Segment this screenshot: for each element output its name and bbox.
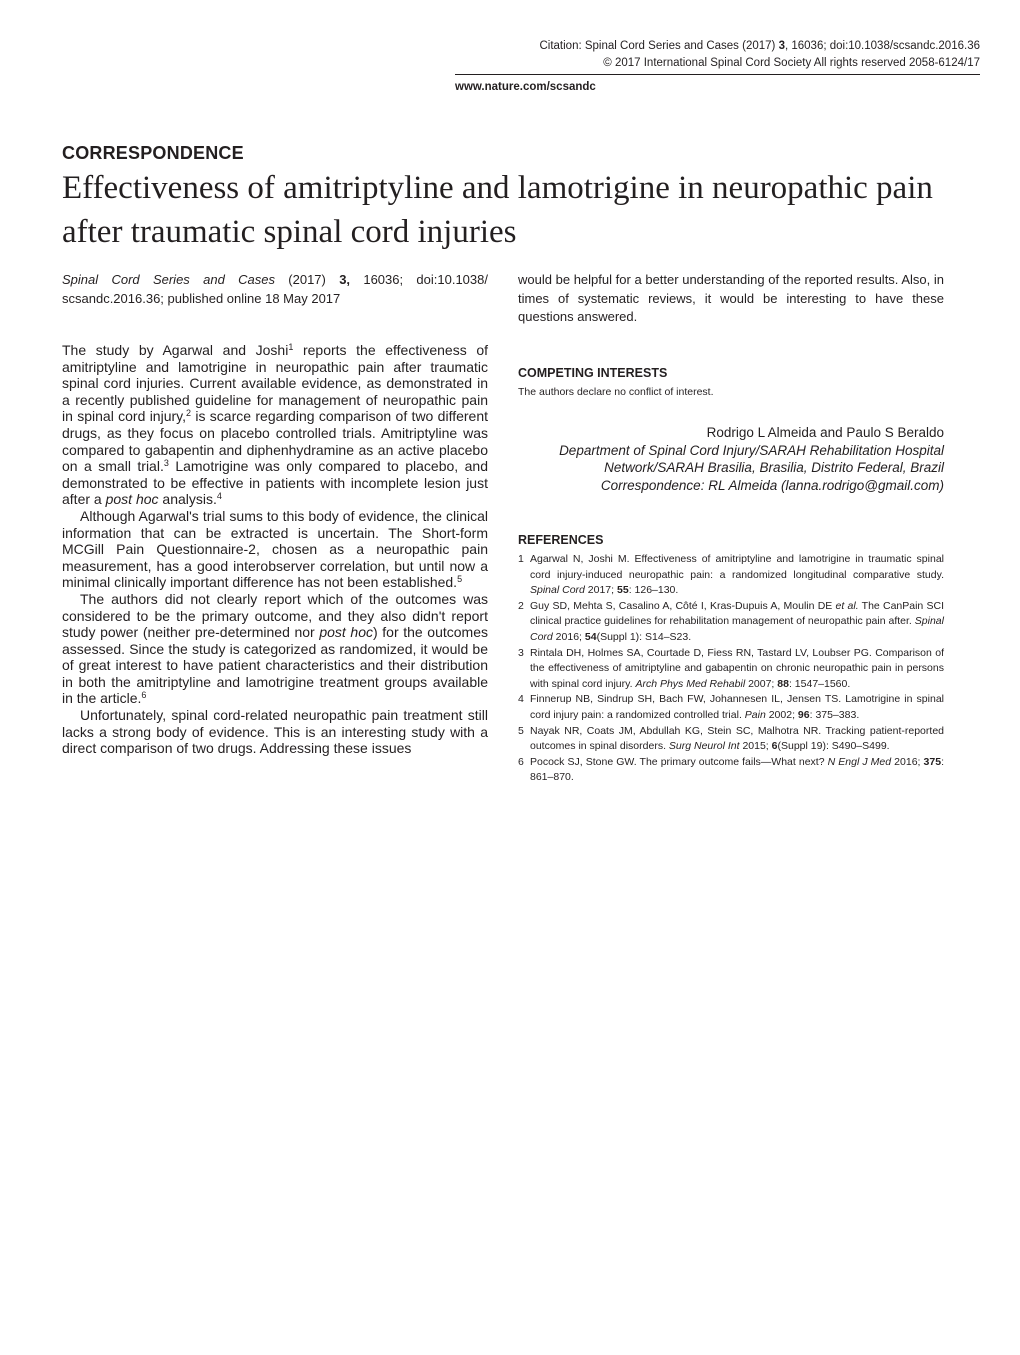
reference-year: 2016; (552, 630, 585, 643)
reference-volume: 55 (617, 584, 629, 597)
reference-year: 2007; (745, 677, 778, 690)
citation-suffix: , 16036; doi:10.1038/scsandc.2016.36 (784, 40, 980, 52)
reference-text-2: The CanPain SCI clinical practice guidelines for rehabilitation management of neuropathic pain after. (530, 599, 945, 628)
reference-number: 3 (518, 646, 524, 659)
reference-etal: et al. (835, 599, 859, 612)
paragraph-4: Unfortunately, spinal cord-related neuropathic pain treatment still lacks a strong body of evidence. This is an interesting study with a direct comparison of two drugs. Addressing these issues (62, 707, 488, 757)
citation-prefix: Citation: Spinal Cord Series and Cases (2017) (539, 40, 779, 52)
reference-volume: 54 (584, 630, 597, 643)
affiliation-line-1: Department of Spinal Cord Injury/SARAH Rehabilitation Hospital (559, 442, 944, 458)
reference-text: Nayak NR, Coats JM, Abdullah KG, Stein SC, Malhotra NR. Tracking patient-reported outcomes in spinal disorders. (530, 724, 944, 753)
p1-text-b: reports the effectiveness of amitriptyline and lamotrigine in neuropathic pain after traumatic spinal cord injuries. Current available evidence, as demonstrated in a recently published guideline for management of neuropathic pain in spinal cord injury, (62, 342, 488, 425)
reference-year: 2015; (739, 740, 772, 753)
author-block (518, 424, 944, 494)
ref-sup-3: 3 (163, 458, 169, 469)
ref-sup-1: 1 (288, 342, 294, 352)
reference-journal: Arch Phys Med Rehabil (635, 677, 746, 690)
author-names: Rodrigo L Almeida and Paulo S Beraldo (706, 425, 944, 440)
competing-interests-text: The authors declare no conflict of interest. (518, 386, 714, 398)
citation-line (440, 38, 980, 55)
section-label: CORRESPONDENCE (62, 143, 244, 163)
reference-number: 2 (518, 599, 524, 612)
ref-sup-6: 6 (141, 690, 147, 701)
ref-sup-4: 4 (216, 491, 222, 502)
p1-text-c: is scarce regarding comparison of two different drugs, as they focus on placebo controlled trials. Amitriptyline was compared to gabapentin and diphenhydramine as an active placebo on a small trial. (62, 408, 488, 475)
body-text (62, 342, 488, 757)
reference-journal: Spinal Cord (530, 615, 944, 643)
reference-item (518, 724, 944, 755)
p3-text-a: The authors did not clearly report which of the outcomes was considered to be the primary outcome, and they also didn't report study power (neither pre-determined nor (62, 590, 488, 641)
p1-italic: post hoc (105, 491, 159, 508)
citation-volume: 3 (778, 40, 785, 52)
p1-text-a: The study by Agarwal and Joshi (62, 342, 289, 358)
copyright-line: © 2017 International Spinal Cord Society All rights reserved 2058-6124/17 (603, 57, 980, 69)
reference-item (518, 599, 944, 646)
reference-pages: (Suppl 1): S14–S23. (596, 630, 692, 643)
reference-number: 4 (518, 693, 524, 706)
competing-interests-heading: COMPETING INTERESTS (518, 366, 668, 380)
reference-number: 6 (518, 755, 524, 768)
reference-number: 1 (518, 553, 524, 565)
reference-pages: : 375–383. (809, 708, 860, 721)
article-title: Effectiveness of amitriptyline and lamotrigine in neuropathic pain after traumatic spinal cord injuries (62, 170, 933, 250)
citation-journal: Spinal Cord Series and Cases (62, 272, 275, 287)
reference-volume: 375 (923, 755, 942, 768)
p1-text-d: Lamotrigine was only compared to placebo, and demonstrated to be effective in patients with incomplete lesion just after a (62, 458, 488, 508)
citation-rest: 16036; doi:10.1038/ scsandc.2016.36; published online 18 May 2017 (62, 272, 488, 306)
ref-sup-2: 2 (186, 408, 192, 419)
citation-volume-bold: 3, (339, 272, 351, 287)
reference-pages: : 861–870. (530, 755, 944, 784)
paragraph-3 (62, 591, 488, 707)
p1-text-e: analysis. (158, 491, 217, 508)
reference-volume: 6 (771, 740, 778, 753)
reference-pages: : 126–130. (628, 584, 679, 597)
reference-number: 5 (518, 724, 524, 737)
reference-item (518, 692, 944, 723)
paragraph-2 (62, 508, 488, 591)
p2-text-a: Although Agarwal's trial sums to this body of evidence, the clinical information that can be extracted is uncertain. The Short-form MCGill Pain Questionnaire-2, chosen as a neuropathic pain measurement, has a good interobserver correlation, but until now a minimal clinically important difference has not been established. (62, 507, 488, 591)
reference-year: 2002; (765, 708, 798, 721)
reference-year: 2016; (891, 755, 924, 768)
header-rule (455, 74, 980, 75)
reference-text: Guy SD, Mehta S, Casalino A, Côté I, Kras-Dupuis A, Moulin DE (530, 599, 836, 612)
reference-item (518, 552, 944, 599)
masthead (440, 38, 980, 72)
ref-sup-5: 5 (457, 574, 463, 585)
journal-url-link[interactable]: www.nature.com/scsandc (455, 81, 596, 93)
reference-text: Rintala DH, Holmes SA, Courtade D, Fiess RN, Tastard LV, Loubser PG. Comparison of the effectiveness of amitriptyline and gabapentin on chronic neuropathic pain in persons with spinal cord injury. (530, 646, 944, 690)
reference-list (518, 552, 944, 786)
reference-pages: : 1547–1560. (788, 677, 851, 690)
citation-year: (2017) (274, 272, 340, 287)
reference-text: Finnerup NB, Sindrup SH, Bach FW, Johannesen IL, Jensen TS. Lamotrigine in spinal cord injury pain: a randomized controlled trial. (530, 693, 944, 721)
p3-text-b: ) for the outcomes assessed. Since the study is categorized as randomized, it would be of great interest to have patient characteristics and their distribution in both the amitriptyline and lamotrigine treatment groups available in the article. (62, 624, 488, 707)
article-citation (62, 271, 488, 308)
body-continuation: would be helpful for a better understanding of the reported results. Also, in times of systematic reviews, it would be interesting to have these questions answered. (518, 272, 944, 324)
reference-text: Agarwal N, Joshi M. Effectiveness of amitriptyline and lamotrigine in traumatic spinal cord injury-induced neuropathic pain: a randomized longitudinal comparative study. (530, 553, 944, 581)
correspondence-line: Correspondence: RL Almeida (lanna.rodrigo@gmail.com) (600, 477, 944, 493)
reference-journal: Spinal Cord (530, 584, 585, 597)
reference-pages: (Suppl 19): S490–S499. (777, 740, 890, 753)
reference-volume: 96 (797, 708, 810, 721)
references-heading: REFERENCES (518, 533, 604, 547)
p3-italic: post hoc (319, 624, 373, 641)
affiliation-line-2: Network/SARAH Brasilia, Brasilia, Distrito Federal, Brazil (604, 460, 944, 475)
reference-item (518, 646, 944, 693)
reference-item (518, 755, 944, 786)
reference-journal: Surg Neurol Int (668, 740, 740, 753)
paragraph-1 (62, 342, 488, 508)
reference-journal: Pain (744, 708, 766, 721)
reference-year: 2017; (584, 584, 617, 597)
reference-text: Pocock SJ, Stone GW. The primary outcome fails—What next? (530, 755, 828, 768)
reference-volume: 88 (777, 677, 789, 690)
reference-journal: N Engl J Med (827, 755, 892, 768)
